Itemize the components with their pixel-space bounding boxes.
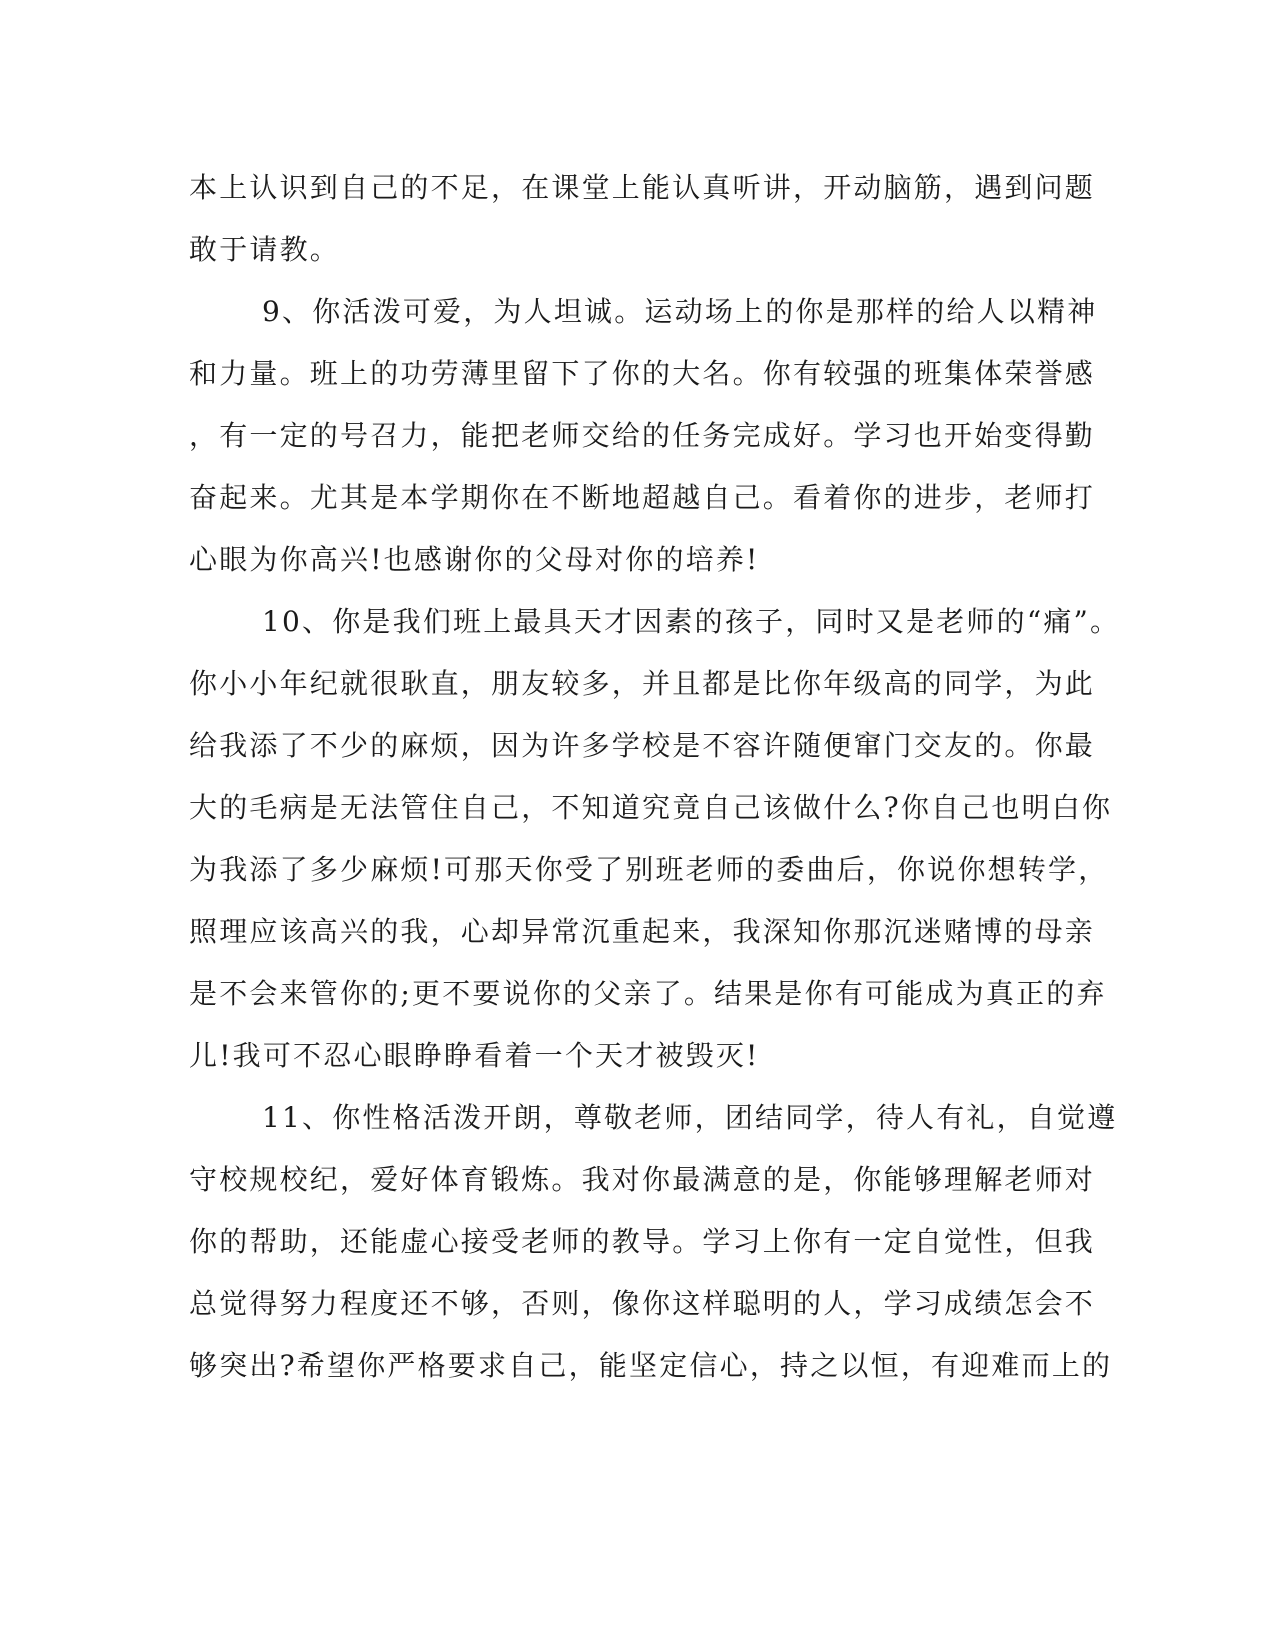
text-line: 总觉得努力程度还不够，否则，像你这样聪明的人，学习成绩怎会不 <box>189 1287 1096 1320</box>
paragraph-start-9: 9、你活泼可爱，为人坦诚。运动场上的你是那样的给人以精神 <box>262 295 1098 328</box>
text-line: 给我添了不少的麻烦，因为许多学校是不容许随便窜门交友的。你最 <box>189 729 1096 762</box>
document-body <box>189 157 1121 1397</box>
text-line: 和力量。班上的功劳薄里留下了你的大名。你有较强的班集体荣誉感 <box>189 357 1096 390</box>
text-line: ，有一定的号召力，能把老师交给的任务完成好。学习也开始变得勤 <box>189 419 1096 452</box>
text-line: 大的毛病是无法管住自己，不知道究竟自己该做什么?你自己也明白你 <box>189 791 1113 824</box>
text-line: 守校规校纪，爱好体育锻炼。我对你最满意的是，你能够理解老师对 <box>189 1163 1096 1196</box>
paragraph-start-10: 10、你是我们班上最具天才因素的孩子，同时又是老师的“痛”。 <box>262 605 1121 638</box>
text-line: 你小小年纪就很耿直，朋友较多，并且都是比你年级高的同学，为此 <box>189 667 1096 700</box>
text-line: 心眼为你高兴!也感谢你的父母对你的培养! <box>189 543 760 576</box>
text-line: 奋起来。尤其是本学期你在不断地超越自己。看着你的进步，老师打 <box>189 481 1096 514</box>
paragraph-start-11: 11、你性格活泼开朗，尊敬老师，团结同学，待人有礼，自觉遵 <box>262 1101 1118 1134</box>
text-line: 够突出?希望你严格要求自己，能坚定信心，持之以恒，有迎难而上的 <box>189 1349 1113 1382</box>
text-line: 为我添了多少麻烦!可那天你受了别班老师的委曲后，你说你想转学， <box>189 853 1109 886</box>
text-line: 本上认识到自己的不足，在课堂上能认真听讲，开动脑筋，遇到问题 <box>189 171 1096 204</box>
text-line: 是不会来管你的;更不要说你的父亲了。结果是你有可能成为真正的弃 <box>189 977 1107 1010</box>
text-line: 敢于请教。 <box>189 233 341 266</box>
text-line: 你的帮助，还能虚心接受老师的教导。学习上你有一定自觉性，但我 <box>189 1225 1096 1258</box>
text-line: 照理应该高兴的我，心却异常沉重起来，我深知你那沉迷赌博的母亲 <box>189 915 1096 948</box>
text-line: 儿!我可不忍心眼睁睁看着一个天才被毁灭! <box>189 1039 760 1072</box>
